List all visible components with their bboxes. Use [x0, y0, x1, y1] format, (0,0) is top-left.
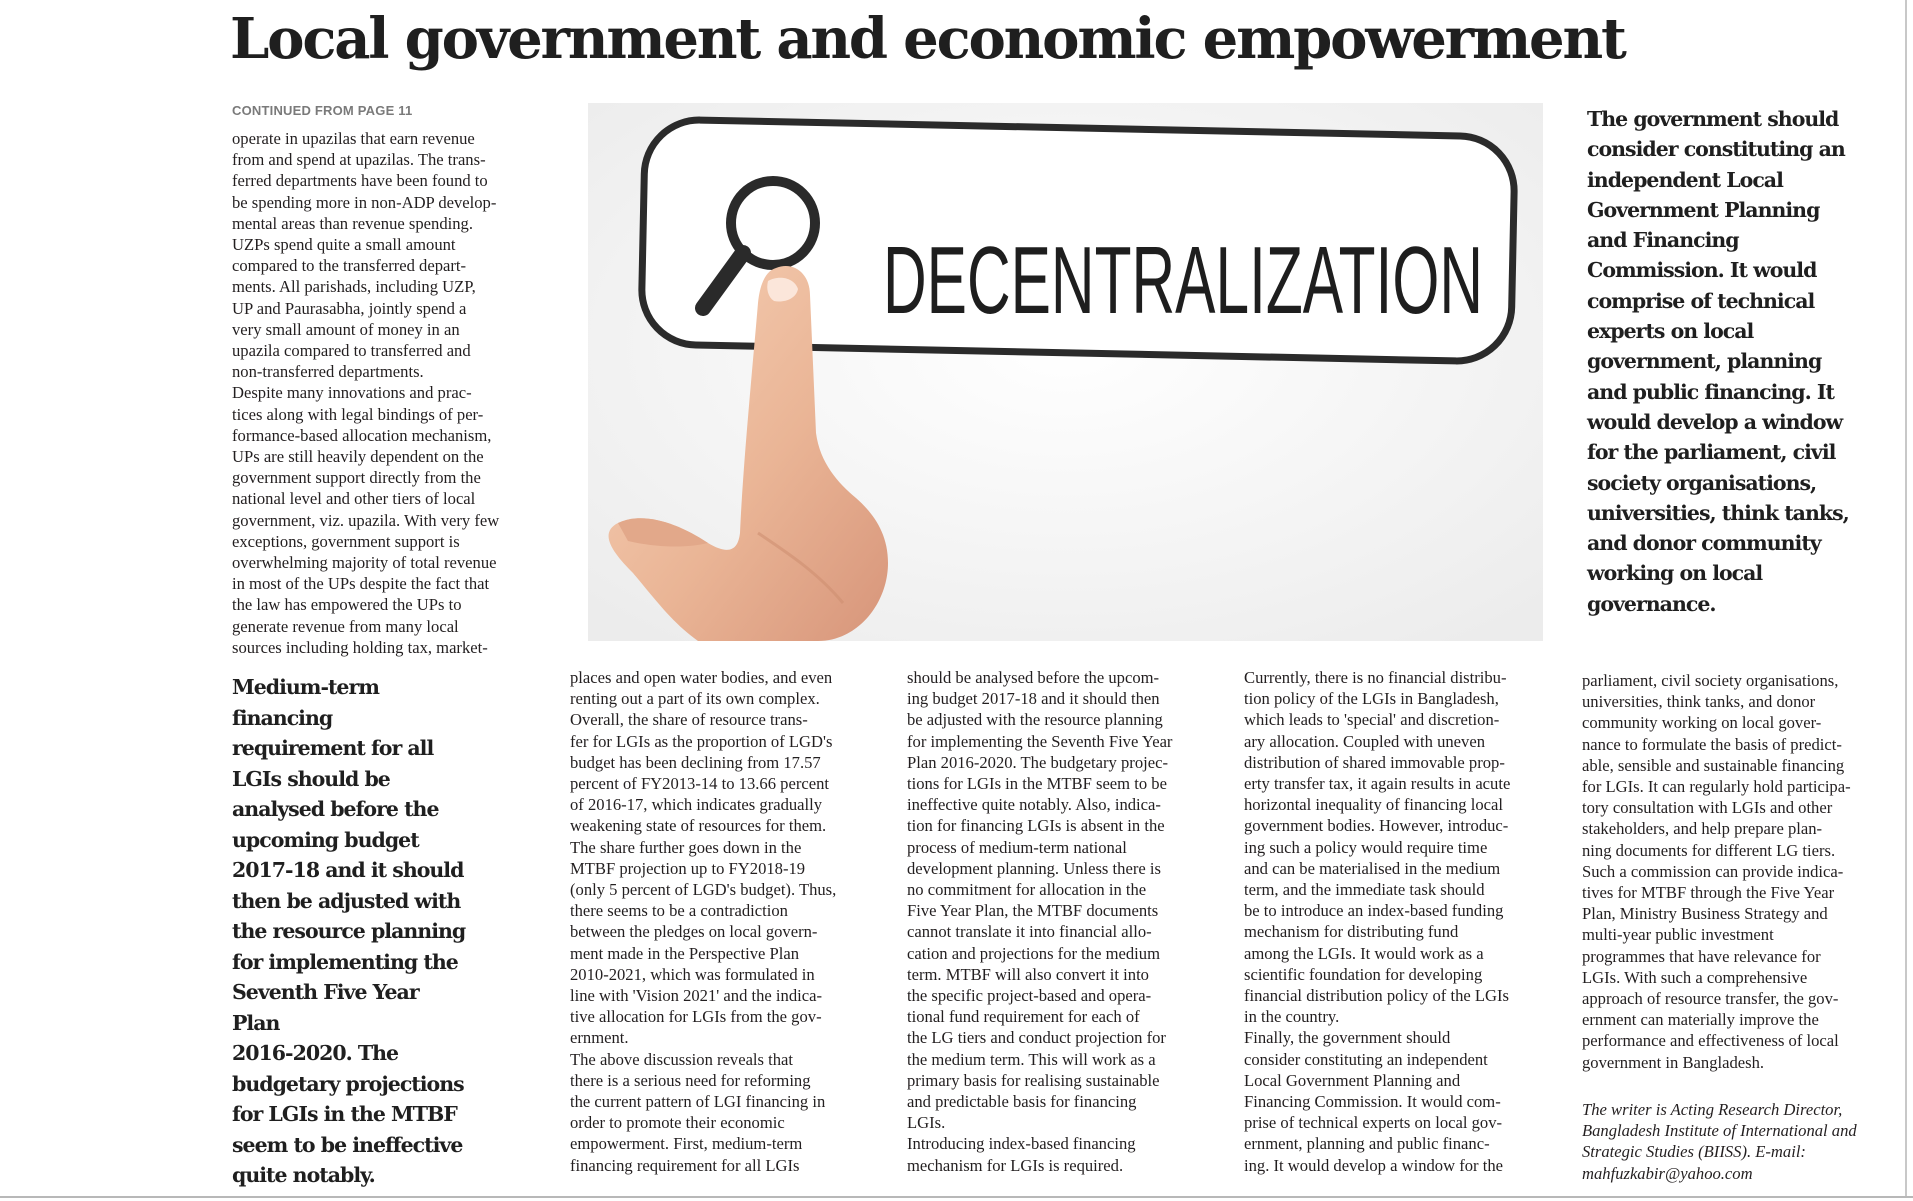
bottom-rule	[0, 1196, 1913, 1198]
author-credit: The writer is Acting Research Director, Bangladesh Institute of International and Strategic Studies (BIISS). E-mail: mahfuzkabir@yahoo.com	[1582, 1100, 1857, 1183]
body-column-5: parliament, civil society organisations, universities, think tanks, and donor community working on local gover- nance to formulate the basis of predict- able, sensible and sustainable financing for LGIs. It can regularly hold participa- tory consultation with LGIs and other stakeholders, and help prepare plan- ning documents for different LG tiers. Such a commission can provide indica- tives for MTBF through the Five Year Plan, Ministry Business Strategy and multi-year public investment programmes that have relevance for LGIs. With such a comprehensive approach of resource transfer, the gov- ernment can materially improve the performance and effectiveness of local government in Bangladesh.	[1582, 671, 1851, 1072]
decentralization-photo	[588, 103, 1543, 641]
body-column-3: should be analysed before the upcom- ing budget 2017-18 and it should then be adjusted with the resource planning for implementing the Seventh Five Year Plan 2016-2020. The budgetary projec- tions for LGIs in the MTBF seem to be ineffective quite notably. Also, indica- tion for financing LGIs is absent in the process of medium-term national development planning. Unless there is no commitment for allocation in the Five Year Plan, the MTBF documents cannot translate it into financial allo- cation and projections for the medium term. MTBF will also convert it into the specific project-based and opera- tional fund requirement for each of the LG tiers and conduct projection for the medium term. This will work as a primary basis for realising sustainable and predictable basis for financing LGIs. Introducing index-based financing mechanism for LGIs is required.	[907, 668, 1173, 1175]
pullquote-left: Medium-term financing requirement for all LGIs should be analysed before the upcoming budget 2017-18 and it should then be adjusted with the resource planning for implementing the Seventh Five Year Plan 2016-2020. The budgetary projections for LGIs in the MTBF seem to be ineffective quite notably.	[232, 675, 466, 1187]
article-headline: Local government and economic empowerment	[230, 6, 1625, 72]
pullquote-right: The government should consider constituting an independent Local Government Planning and Financing Commission. It would comprise of technical experts on local government, planning and public financing. It would develop a window for the parliament, civil society organisations, universities, think tanks, and donor community working on local governance.	[1587, 107, 1849, 616]
body-column-1: operate in upazilas that earn revenue from and spend at upazilas. The trans- ferred departments have been found to be spending more in non-ADP develop- mental areas than revenue spending. UZPs spend quite a small amount compared to the transferred depart- ments. All parishads, including UZP, UP and Paurasabha, jointly spend a very small amount of money in an upazila compared to transferred and non-transferred departments. Despite many innovations and prac- tices along with legal bindings of per- formance-based allocation mechanism, UPs are still heavily dependent on the government support directly from the national level and other tiers of local government, viz. upazila. With very few exceptions, government support is overwhelming majority of total revenue in most of the UPs despite the fact that the law has empowered the UPs to generate revenue from many local sources including holding tax, market-	[232, 129, 500, 657]
body-column-4: Currently, there is no financial distribu- tion policy of the LGIs in Bangladesh, which leads to 'special' and discretion- ary allocation. Coupled with uneven distribution of shared immovable prop- erty transfer tax, it again results in acute horizontal inequality of financing local government bodies. However, introduc- ing such a policy would require time and can be materialised in the medium term, and the immediate task should be to introduce an index-based funding mechanism for distributing fund among the LGIs. It would work as a scientific foundation for developing financial distribution policy of the LGIs in the country. Finally, the government should consider constituting an independent Local Government Planning and Financing Commission. It would com- prise of technical experts on local gov- ernment, planning and public financ- ing. It would develop a window for the	[1244, 668, 1511, 1175]
right-edge-rule	[1905, 0, 1907, 1196]
body-column-2: places and open water bodies, and even renting out a part of its own complex. Overall, the share of resource trans- fer for LGIs as the proportion of LGD's budget has been declining from 17.57 percent of FY2013-14 to 13.66 percent of 2016-17, which indicates gradually weakening state of resources for them. The share further goes down in the MTBF projection up to FY2018-19 (only 5 percent of LGD's budget). Thus, there seems to be a contradiction between the pledges on local govern- ment made in the Perspective Plan 2010-2021, which was formulated in line with 'Vision 2021' and the indica- tive allocation for LGIs from the gov- ernment. The above discussion reveals that there is a serious need for reforming the current pattern of LGI financing in order to promote their economic empowerment. First, medium-term financing requirement for all LGIs	[570, 668, 837, 1175]
continued-from-label: CONTINUED FROM PAGE 11	[232, 103, 413, 118]
search-bar-text: DECENTRALIZATION	[883, 227, 1483, 334]
